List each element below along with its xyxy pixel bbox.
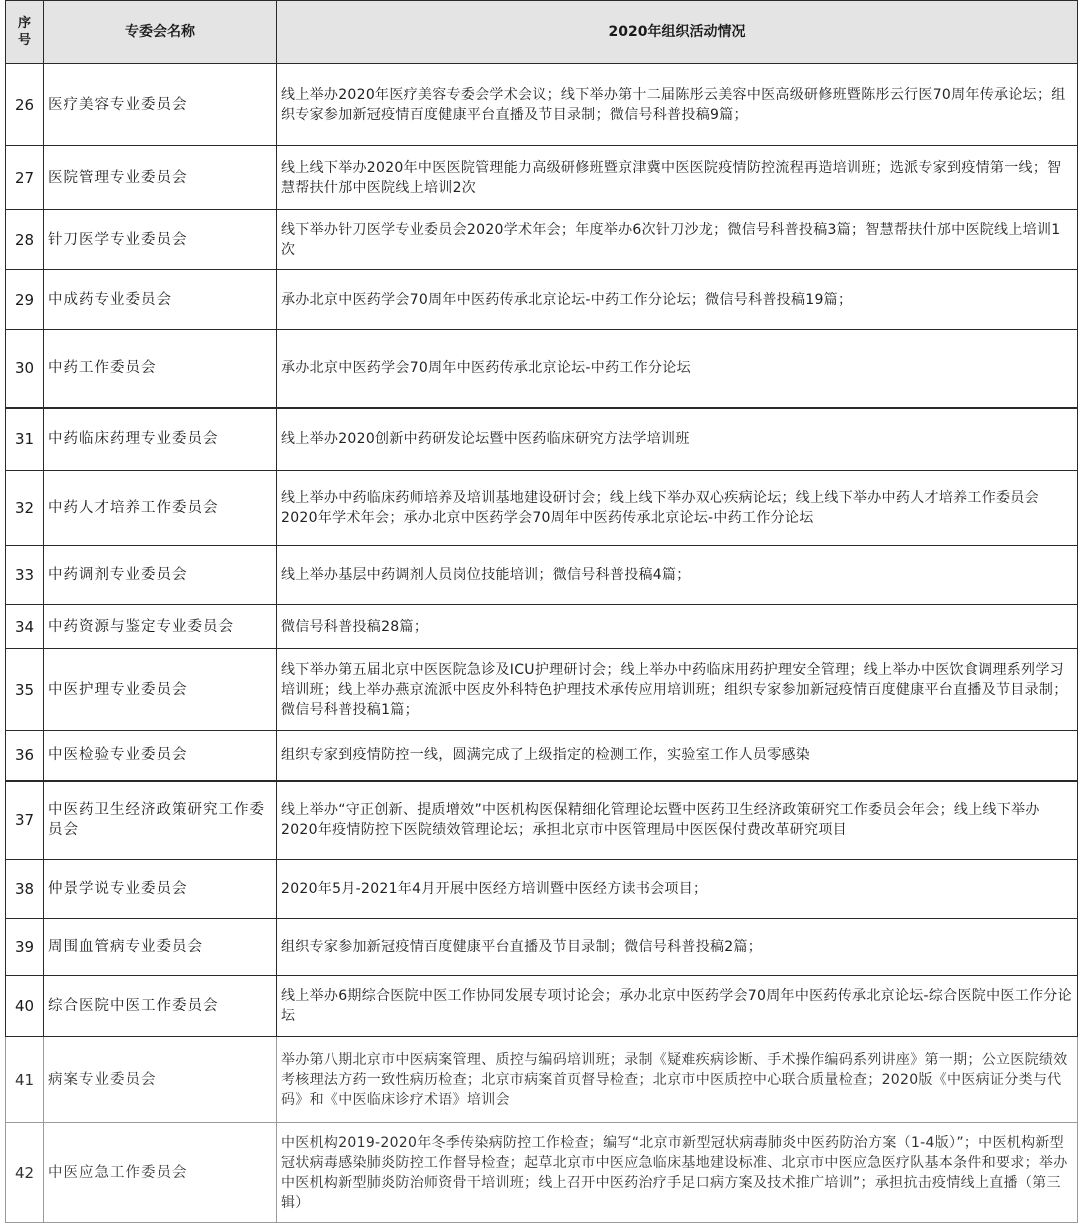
committee-name: 病案专业委员会 [44,1037,277,1123]
row-no: 42 [6,1123,44,1223]
row-no: 40 [6,976,44,1037]
table-row [6,146,1078,210]
header-no: 序号 [6,1,44,64]
table-row [6,330,1078,408]
committee-name: 中药工作委员会 [44,330,277,408]
committee-name: 中药调剂专业委员会 [44,546,277,605]
committee-name: 医院管理专业委员会 [44,146,277,210]
activity-text: 承办北京中医药学会70周年中医药传承北京论坛-中药工作分论坛；微信号科普投稿19篇； [277,270,1078,330]
committee-name: 中医应急工作委员会 [44,1123,277,1223]
row-no: 34 [6,605,44,649]
committee-name: 中药人才培养工作委员会 [44,471,277,546]
table-row [6,1037,1078,1123]
table-row [6,919,1078,976]
committee-name: 中成药专业委员会 [44,270,277,330]
activity-text: 线上举办6期综合医院中医工作协同发展专项讨论会；承办北京中医药学会70周年中医药传承北京论坛-综合医院中医工作分论坛 [277,976,1078,1037]
activity-text: 举办第八期北京市中医病案管理、质控与编码培训班；录制《疑难疾病诊断、手术操作编码系列讲座》第一期；公立医院绩效考核理法方药一致性病历检查；北京市病案首页督导检查；北京市中医质控中心联合质量检查；2020版《中医病证分类与代码》和《中医临床诊疗术语》培训会 [277,1037,1078,1123]
activity-text: 线下举办针刀医学专业委员会2020学术年会；年度举办6次针刀沙龙；微信号科普投稿3篇；智慧帮扶什邡中医院线上培训1次 [277,210,1078,270]
table-row [6,860,1078,919]
table-row [6,546,1078,605]
activity-text: 线上举办2020年医疗美容专委会学术会议；线下举办第十二届陈彤云美容中医高级研修班暨陈彤云行医70周年传承论坛；组织专家参加新冠疫情百度健康平台直播及节目录制；微信号科普投稿9篇； [277,64,1078,146]
table-row [6,731,1078,781]
row-no: 32 [6,471,44,546]
table-row [6,270,1078,330]
table-row [6,605,1078,649]
activity-text: 线下举办第五届北京中医医院急诊及ICU护理研讨会；线上举办中药临床用药护理安全管理；线上举办中医饮食调理系列学习培训班；线上举办燕京流派中医皮外科特色护理技术承传应用培训班；组织专家参加新冠疫情百度健康平台直播及节目录制；微信号科普投稿1篇； [277,649,1078,731]
table-row [6,1123,1078,1223]
table-row [6,408,1078,471]
activity-text: 组织专家到疫情防控一线，圆满完成了上级指定的检测工作，实验室工作人员零感染 [277,731,1078,781]
row-no: 27 [6,146,44,210]
activity-text: 中医机构2019-2020年冬季传染病防控工作检查；编写“北京市新型冠状病毒肺炎中医药防治方案（1-4版）”；中医机构新型冠状病毒感染肺炎防控工作督导检查；起草北京市中医应急临床基地建设标准、北京市中医应急医疗队基本条件和要求；举办中医机构新型肺炎防治师资骨干培训班；线上召开中医药治疗手足口病方案及技术推广培训”；承担抗击疫情线上直播（第三辑） [277,1123,1078,1223]
row-no: 33 [6,546,44,605]
activities-table [5,0,1078,1223]
table-row [6,649,1078,731]
row-no: 30 [6,330,44,408]
table-row [6,210,1078,270]
committee-name: 针刀医学专业委员会 [44,210,277,270]
row-no: 31 [6,408,44,471]
activity-text: 线上举办2020创新中药研发论坛暨中医药临床研究方法学培训班 [277,408,1078,471]
activity-text: 微信号科普投稿28篇； [277,605,1078,649]
row-no: 36 [6,731,44,781]
committee-name: 中药资源与鉴定专业委员会 [44,605,277,649]
row-no: 39 [6,919,44,976]
row-no: 38 [6,860,44,919]
activity-text: 组织专家参加新冠疫情百度健康平台直播及节目录制；微信号科普投稿2篇； [277,919,1078,976]
table-row [6,781,1078,860]
activity-text: 线上线下举办2020年中医医院管理能力高级研修班暨京津冀中医医院疫情防控流程再造培训班；选派专家到疫情第一线；智慧帮扶什邡中医院线上培训2次 [277,146,1078,210]
row-no: 41 [6,1037,44,1123]
table-header-row [6,1,1078,64]
activity-text: 线上举办基层中药调剂人员岗位技能培训；微信号科普投稿4篇； [277,546,1078,605]
header-name: 专委会名称 [44,1,277,64]
table-row [6,471,1078,546]
committee-name: 中医护理专业委员会 [44,649,277,731]
row-no: 26 [6,64,44,146]
committee-name: 中医药卫生经济政策研究工作委员会 [44,781,277,860]
table-row [6,976,1078,1037]
committee-name: 周围血管病专业委员会 [44,919,277,976]
activity-text: 2020年5月-2021年4月开展中医经方培训暨中医经方读书会项目； [277,860,1078,919]
committee-name: 中医检验专业委员会 [44,731,277,781]
activity-text: 承办北京中医药学会70周年中医药传承北京论坛-中药工作分论坛 [277,330,1078,408]
header-activities: 2020年组织活动情况 [277,1,1078,64]
committee-name: 仲景学说专业委员会 [44,860,277,919]
table-row [6,64,1078,146]
committee-name: 中药临床药理专业委员会 [44,408,277,471]
committee-name: 医疗美容专业委员会 [44,64,277,146]
activity-text: 线上举办中药临床药师培养及培训基地建设研讨会；线上线下举办双心疾病论坛；线上线下举办中药人才培养工作委员会2020年学术年会；承办北京中医药学会70周年中医药传承北京论坛-中药工作分论坛 [277,471,1078,546]
row-no: 37 [6,781,44,860]
activity-text: 线上举办“守正创新、提质增效”中医机构医保精细化管理论坛暨中医药卫生经济政策研究工作委员会年会；线上线下举办2020年疫情防控下医院绩效管理论坛；承担北京市中医管理局中医医保付费改革研究项目 [277,781,1078,860]
committee-name: 综合医院中医工作委员会 [44,976,277,1037]
row-no: 35 [6,649,44,731]
row-no: 29 [6,270,44,330]
row-no: 28 [6,210,44,270]
